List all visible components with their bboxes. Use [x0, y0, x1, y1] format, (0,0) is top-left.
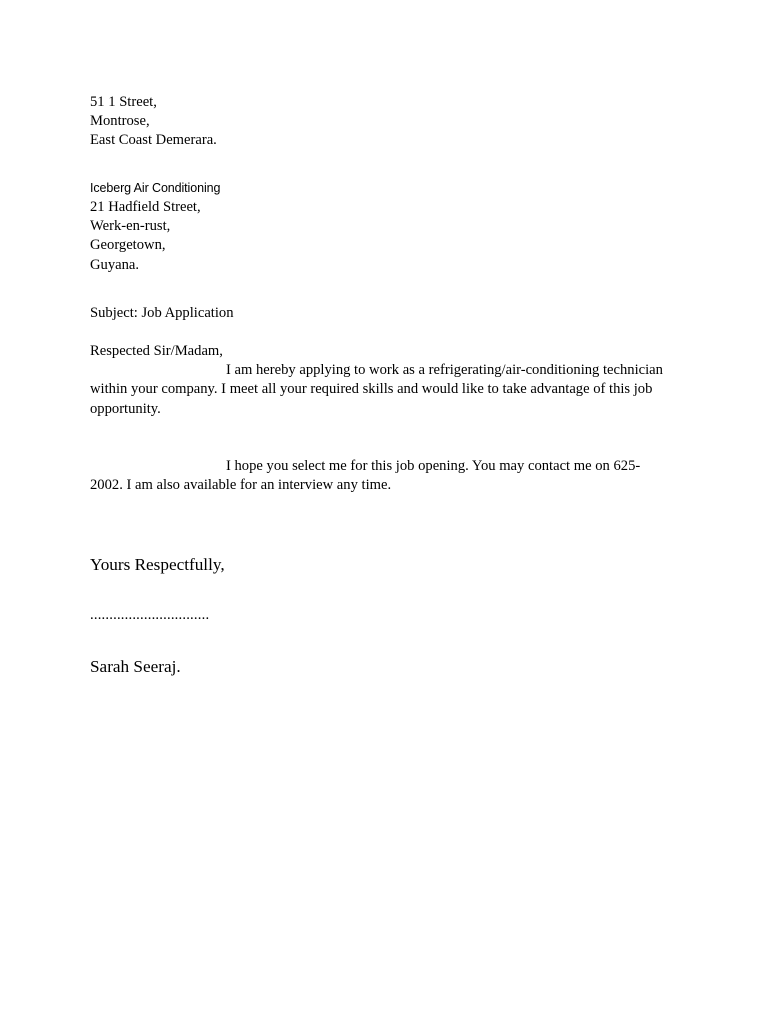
sender-address-line-2: Montrose,	[90, 113, 150, 129]
recipient-address-line-4: Guyana.	[90, 257, 140, 273]
closing-phrase: Yours Respectfully,	[90, 555, 225, 574]
recipient-address-line-2: Werk-en-rust,	[90, 218, 171, 234]
sender-address-line-1: 51 1 Street,	[90, 94, 157, 110]
signer-name: Sarah Seeraj.	[90, 657, 181, 676]
subject-line: Subject: Job Application	[90, 305, 234, 321]
signature-line: ...............................	[90, 607, 210, 623]
recipient-company-name: Iceberg Air Conditioning	[90, 181, 221, 195]
paragraph-1-line-2: within your company. I meet all your required skills and would like to take advantage of this job	[90, 381, 653, 397]
salutation: Respected Sir/Madam,	[90, 343, 223, 359]
paragraph-1-line-3: opportunity.	[90, 401, 161, 417]
recipient-address-line-3: Georgetown,	[90, 237, 166, 253]
sender-address-line-3: East Coast Demerara.	[90, 132, 217, 148]
paragraph-2-line-2: 2002. I am also available for an interview any time.	[90, 477, 392, 493]
recipient-address-line-1: 21 Hadfield Street,	[90, 199, 201, 215]
paragraph-2-line-1: I hope you select me for this job opening. You may contact me on 625-	[226, 458, 641, 474]
paragraph-1-line-1: I am hereby applying to work as a refrigerating/air-conditioning technician	[226, 362, 663, 378]
